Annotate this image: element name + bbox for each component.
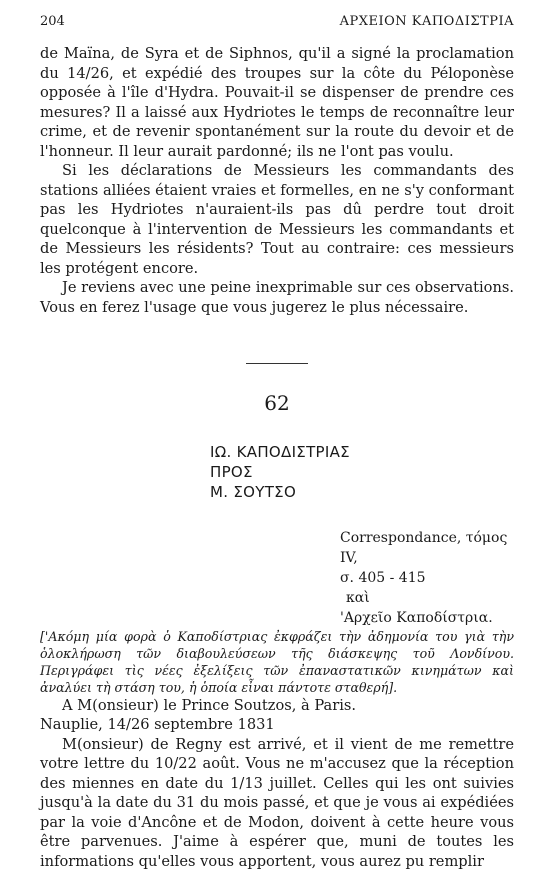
sender-to: ΠΡΟΣ <box>210 462 514 482</box>
paragraph-continued: de Maïna, de Syra et de Siphnos, qu'il a signé la proclamation du 14/26, et expédié des troupes sur la côte du Péloponèse opposée à l'île d'Hydra. Pouvait-il se dispenser de prendre ces mesures? Il a laissé aux Hydriotes le temps de reconnaître leur crime, et de revenir spontanément sur la route du devoir et de l'honneur. Il leur aurait pardonné; ils ne l'ont pas voulu. <box>40 44 514 161</box>
recipient-name: Μ. ΣΟΥΤΣΟ <box>210 482 514 502</box>
running-title: ΑΡΧΕΙΟΝ ΚΑΠΟΔΙΣΤΡΙΑ <box>340 14 514 29</box>
source-line: 'Αρχεῖο Καποδίστρια. <box>340 608 514 628</box>
source-reference <box>340 528 514 628</box>
section-divider <box>246 363 308 364</box>
letter-text: M(onsieur) de Regny est arrivé, et il vient de me remettre votre lettre du 10/22 août. Vous ne m'accusez que la réception des miennes en date du 1/13 juillet. Celles qui les ont suivies jusqu'à la date du 31 du mois passé, et que je vous ai expédiées par la voie d'Ancône et de Modon, doivent à cette heure vous être parvenues. J'aime à espérer que, muni de toutes les informations qu'elles vous apportent, vous aurez pu remplir <box>40 735 514 871</box>
document-number: 62 <box>40 394 514 414</box>
source-line: καὶ <box>340 588 514 608</box>
addressee-line: A M(onsieur) le Prince Soutzos, à Paris. <box>40 696 514 716</box>
paragraph-declarations: Si les déclarations de Messieurs les commandants des stations alliées étaient vraies et formelles, en ne s'y conformant pas les Hydriotes n'auraient-ils pas dû perdre tout droit quelconque à l'intervention de Messieurs les commandants et de Messieurs les résidents? Tout au contraire: ces messieurs les protégent encore. <box>40 161 514 278</box>
sender-block <box>210 442 514 502</box>
editorial-summary: ['Ακόμη μία φορὰ ὁ Καποδίστριας ἐκφράζει τὴν ἀδημονία του γιὰ τὴν ὁλοκλήρωση τῶν διαβουλεύσεων τῆς διάσκεψης τοῦ Λονδίνου. Περιγράφει τὶς νέες ἐξελίξεις τῶν ἐπαναστατικῶν κινημάτων καὶ ἀναλύει τὴ στάση του, ἡ ὁποία εἶναι πάντοτε σταθερή]. <box>40 628 514 696</box>
page-body <box>40 44 514 871</box>
page-header <box>40 14 514 32</box>
page-number: 204 <box>40 14 65 29</box>
source-line: σ. 405 - 415 <box>340 568 514 588</box>
place-date: Nauplie, 14/26 septembre 1831 <box>40 715 514 735</box>
paragraph-closing: Je reviens avec une peine inexprimable sur ces observations. Vous en ferez l'usage que vous jugerez le plus nécessaire. <box>40 278 514 317</box>
sender-name: ΙΩ. ΚΑΠΟΔΙΣΤΡΙΑΣ <box>210 442 514 462</box>
source-line: Correspondance, τόμος IV, <box>340 528 514 568</box>
